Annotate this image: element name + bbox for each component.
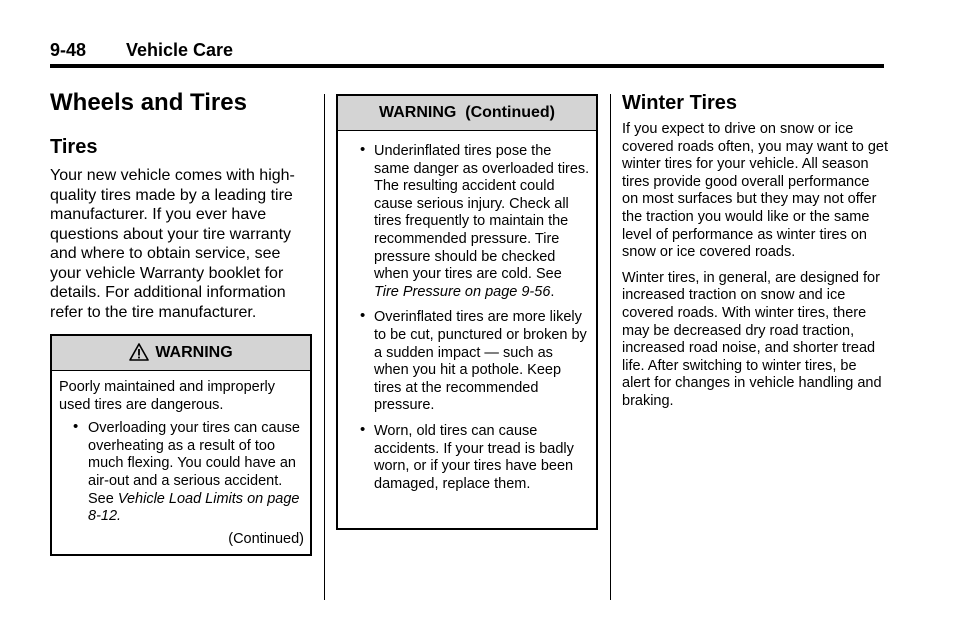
bullet-text-end: .: [550, 283, 555, 300]
column-divider: [324, 94, 325, 600]
cross-reference: Tire Pressure on page 9-56: [374, 283, 551, 300]
column-middle: [336, 94, 598, 530]
page-number: 9-48: [50, 40, 87, 60]
bullet-text: Worn, old tires can cause accidents. If your tread is badly worn, or if your tires have been damaged, replace them.: [374, 422, 574, 492]
winter-tires-paragraph-2: Winter tires, in general, are designed for increased traction on snow and ice covered roads. With winter tires, there may be decreased dry road traction, increased road noise, and shorter tread life. After switching to winter tires, be alert for changes in vehicle handling and braking.: [622, 269, 882, 409]
list-item: [344, 143, 590, 301]
warning-body: [338, 131, 596, 499]
bullet-text: Underinflated tires pose the same danger as overloaded tires. The resulting accident could cause serious injury. Check all tires frequently to maintain the recommended pressure. Tire pressure should be checked when your tires are cold. See: [374, 143, 590, 283]
warning-box: [50, 334, 312, 556]
warning-box-continued: [336, 94, 598, 530]
list-item: [59, 420, 304, 526]
warning-bullet-list: [59, 420, 304, 526]
bullet-text: Overloading your tires can cause overheating as a result of too much flexing. You could have an air-out and a serious accident. See: [88, 420, 300, 507]
column-divider: [610, 94, 611, 600]
list-item: [344, 309, 590, 415]
warning-title: WARNING (Continued): [379, 104, 555, 121]
page-title: Wheels and Tires: [50, 89, 247, 116]
section-heading-tires: Tires: [50, 136, 98, 158]
warning-header: [338, 96, 596, 131]
bullet-icon: •: [360, 307, 366, 325]
list-item: [344, 420, 590, 493]
bullet-icon: •: [360, 420, 366, 438]
cross-reference: Vehicle Load Limits on page 8-12.: [88, 490, 300, 525]
continued-label: (Continued): [228, 530, 304, 547]
warning-intro: Poorly maintained and improperly used tires are dangerous.: [59, 379, 275, 413]
warning-title: WARNING: [155, 344, 233, 361]
warning-triangle-icon: [129, 343, 149, 361]
bullet-icon: •: [73, 418, 79, 436]
tires-paragraph: Your new vehicle comes with high-quality tires made by a leading tire manufacturer. If you ever have questions about your tire warranty and where to obtain service, see your vehicle Warranty booklet for details. For additional information refer to the tire manufacturer.: [50, 167, 295, 321]
column-left: [50, 88, 312, 556]
warning-bullet-list: [344, 143, 590, 493]
column-right: [622, 90, 888, 411]
section-title: Vehicle Care: [126, 40, 234, 60]
warning-body: [52, 371, 310, 552]
bullet-text: Overinflated tires are more likely to be cut, punctured or broken by a sudden impact — such as when you hit a pothole. Keep tires at the recommended pressure.: [374, 309, 587, 414]
winter-tires-paragraph-1: If you expect to drive on snow or ice covered roads often, you may want to get winter tires for your vehicle. All season tires provide good overall performance on most surfaces but they may not offer the traction you would like or the same level of performance as winter tires on snow or ice covered roads.: [622, 121, 888, 261]
page-header: [50, 40, 884, 68]
section-heading-winter-tires: Winter Tires: [622, 92, 738, 114]
warning-header: [52, 336, 310, 371]
bullet-icon: •: [360, 141, 366, 158]
